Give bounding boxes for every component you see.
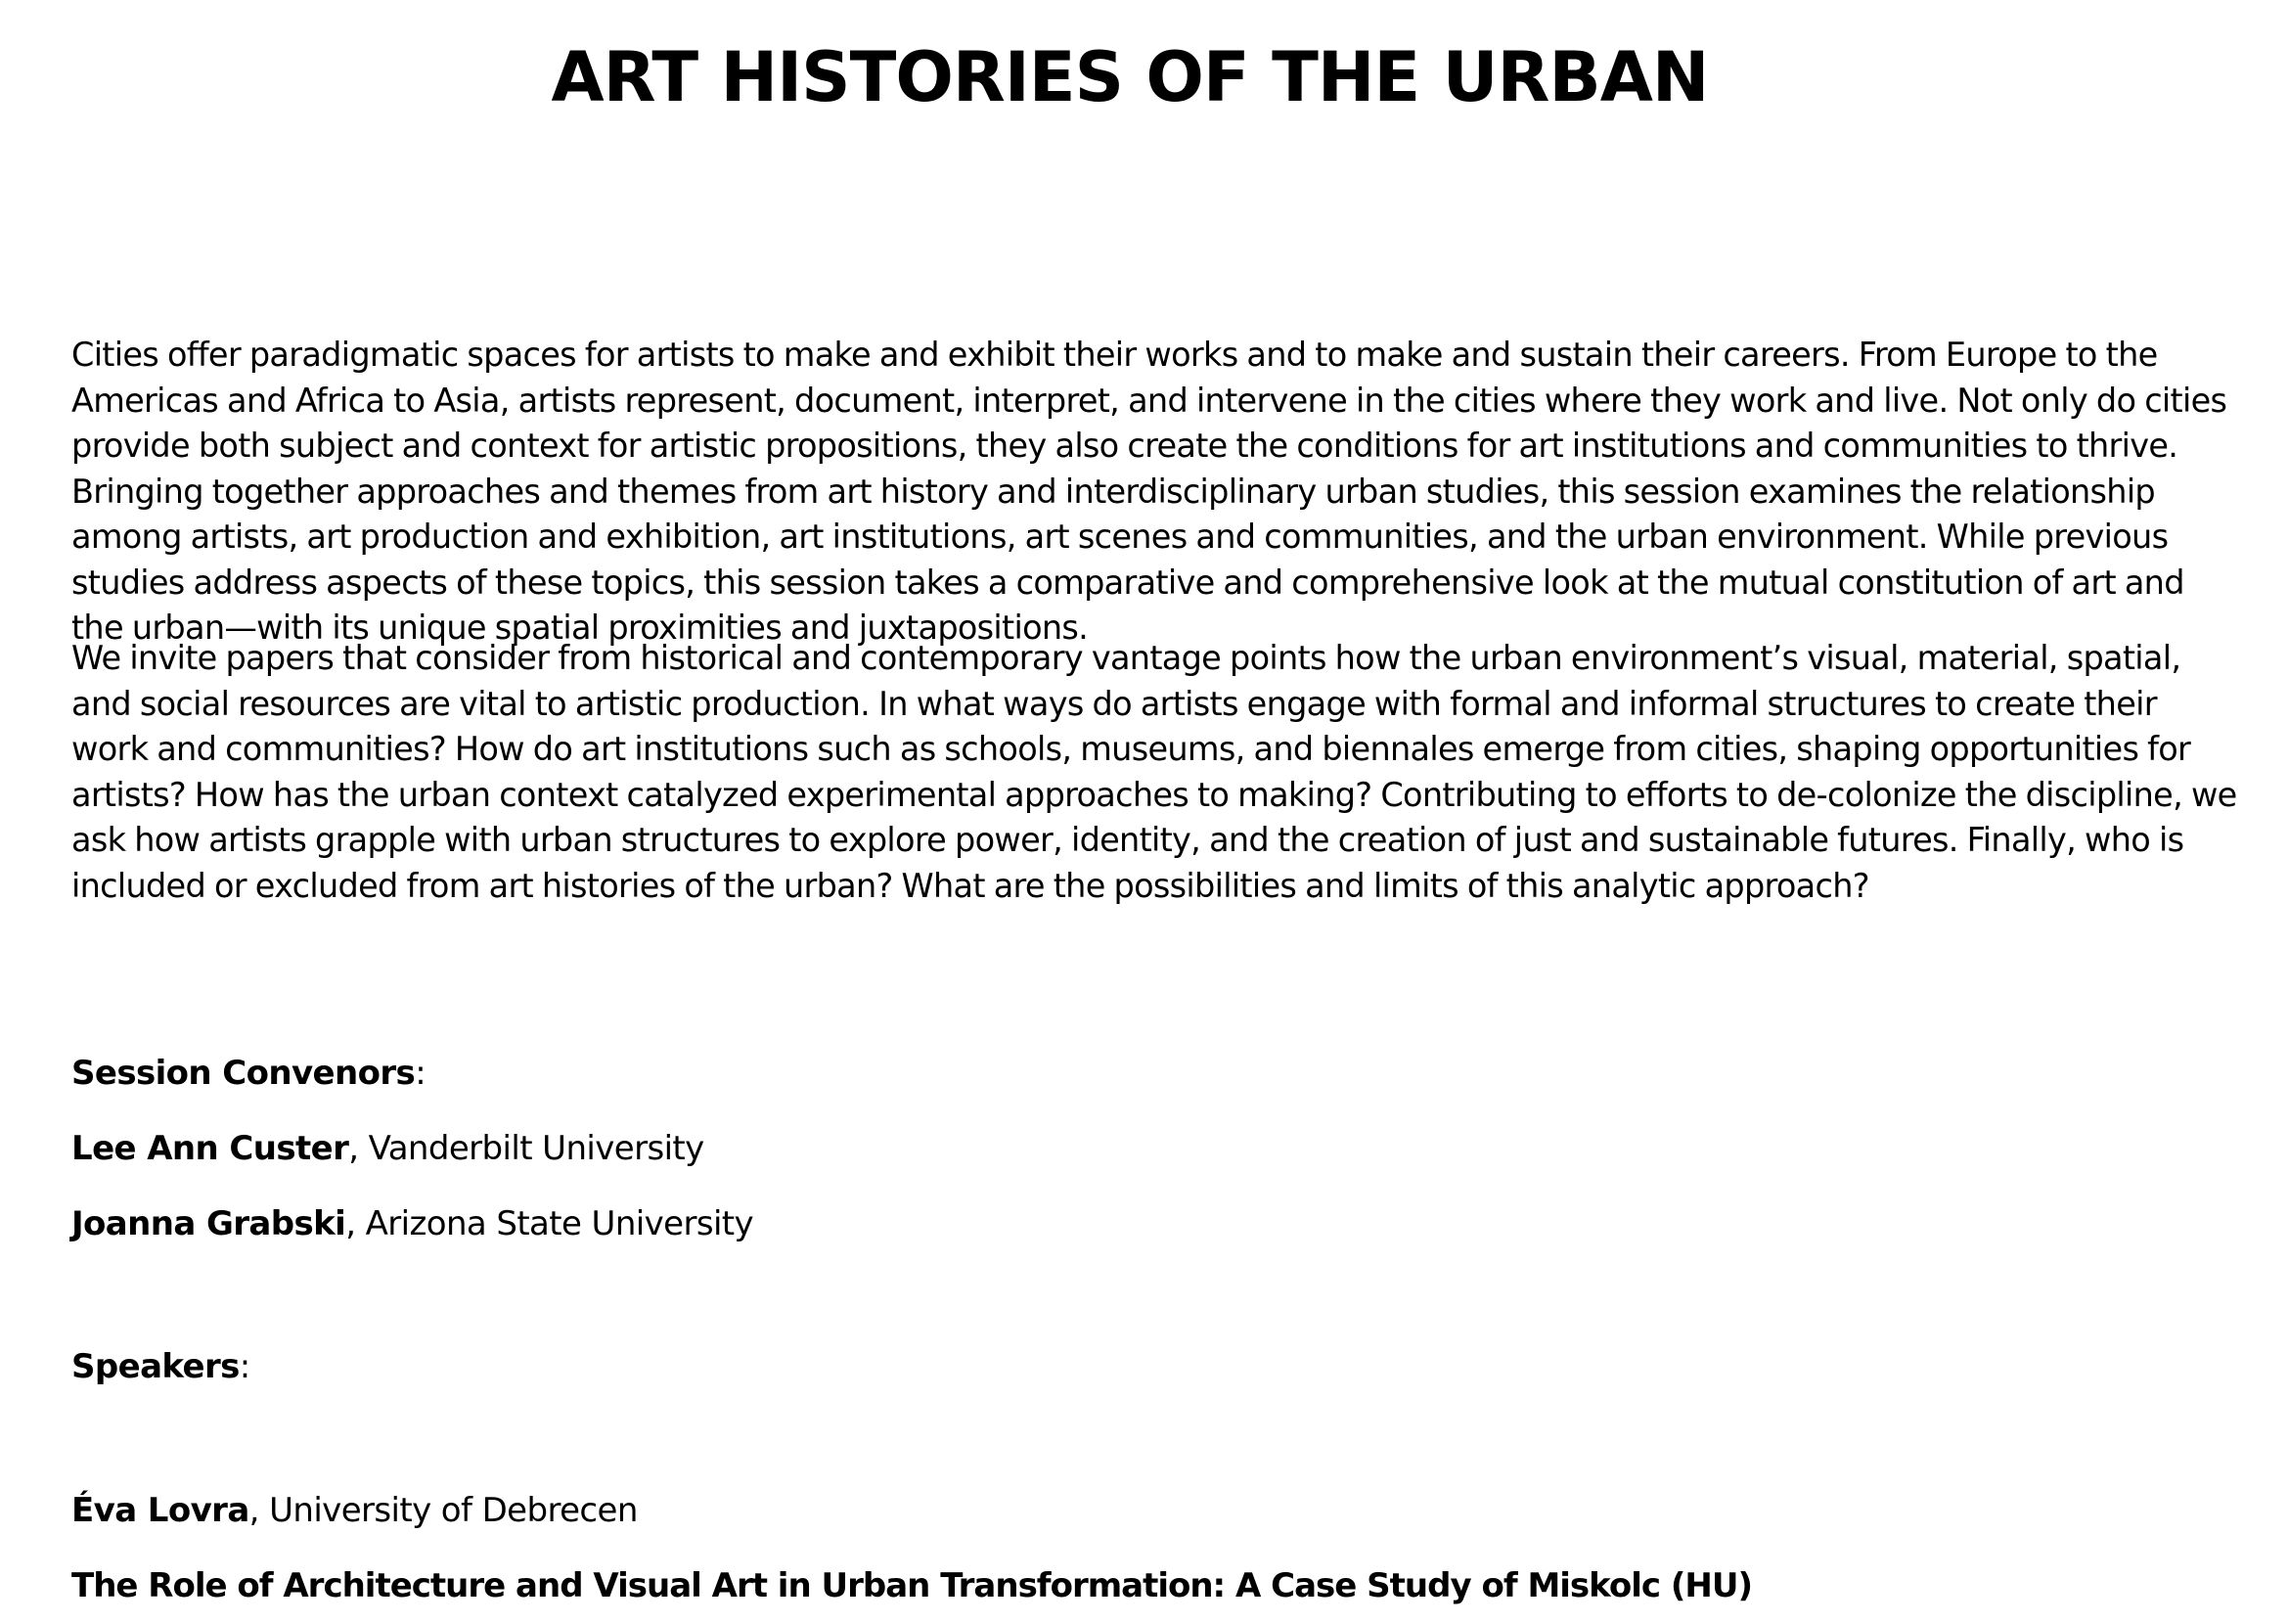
speaker-name: Éva Lovra — [71, 1491, 249, 1530]
speaker-paper-title: The Role of Architecture and Visual Art in Urban Transformation: A Case Study of Miskolc (HU) — [71, 1566, 1753, 1605]
convenors-heading: Session Convenors — [71, 1054, 416, 1093]
speaker-affiliation: , University of Debrecen — [248, 1491, 638, 1530]
convenor-entry — [71, 1126, 704, 1171]
convenor-affiliation: , Arizona State University — [345, 1204, 754, 1243]
page-title: ART HISTORIES OF THE URBAN — [551, 37, 1709, 117]
speakers-heading: Speakers — [71, 1347, 240, 1386]
speakers-heading-line — [71, 1344, 250, 1389]
convenors-heading-line — [71, 1051, 426, 1096]
convenors-heading-colon: : — [415, 1054, 426, 1093]
session-description — [71, 333, 2238, 910]
convenor-name: Lee Ann Custer — [71, 1129, 349, 1168]
description-paragraph-2: We invite papers that consider from historical and contemporary vantage points how the urban environment’s visual, material, spatial, and social resources are vital to artistic production. In what ways do artists engage with formal and informal structures to create their work and communities? How do art institutions such as schools, museums, and biennales emerge from cities, shaping opportunities for artists? How has the urban context catalyzed experimental approaches to making? Contributing to efforts to de-colonize the discipline, we ask how artists grapple with urban structures to explore power, identity, and the creation of just and sustainable futures. Finally, who is included or excluded from art histories of the urban? What are the possibilities and limits of this analytic approach? — [71, 639, 2237, 905]
convenor-affiliation: , Vanderbilt University — [348, 1129, 704, 1168]
speaker-entry — [71, 1488, 638, 1533]
convenor-name: Joanna Grabski — [71, 1204, 346, 1243]
convenor-entry — [71, 1201, 753, 1246]
description-paragraph-1: Cities offer paradigmatic spaces for artists to make and exhibit their works and to make and sustain their careers. From Europe to the Americas and Africa to Asia, artists represent, document, interpret, and intervene in the cities where they work and live. Not only do cities provide both subject and context for artistic propositions, they also create the conditions for art institutions and communities to thrive. Bringing together approaches and themes from art history and interdisciplinary urban studies, this session examines the relationship among artists, art production and exhibition, art institutions, art scenes and communities, and the urban environment. While previous studies address aspects of these topics, this session takes a comparative and comprehensive look at the mutual constitution of art and the urban—with its unique spatial proximities and juxtapositions. — [71, 336, 2227, 647]
speakers-heading-colon: : — [239, 1347, 250, 1386]
